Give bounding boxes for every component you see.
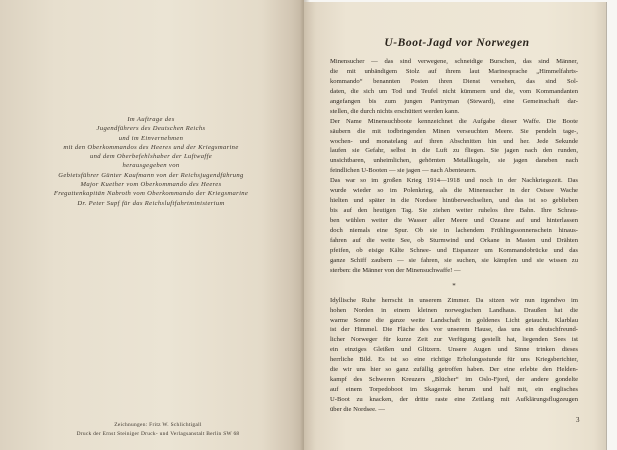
imprint-line: Gebietsführer Günter Kaufmann von der Reichsjugendführung (58, 171, 244, 179)
text-line: Minensucher — das sind verwegene, schneidige Burschen, das sind Männer, (330, 58, 578, 65)
text-line: bis auf den heutigen Tag. Sie ziehen weiter ruhelos ihre Bahn. Ihre Schrau- (330, 207, 578, 215)
imprint-line: Im Auftrage des (127, 116, 175, 123)
text-line: Das war so im großen Krieg 1914—1918 und noch in der Nachkriegszeit. Das (330, 177, 578, 185)
text-line: fahren auf die weite See, ob Sturmwind und Orkane in Masten und Drähten (330, 236, 578, 244)
left-page (0, 0, 304, 450)
text-line: ist der Himmel. Die Fläche des vor unserem Hause, das uns ein deutschfreund- (330, 326, 578, 334)
body-text (330, 57, 578, 415)
imprint-line: und im Einvernehmen (118, 134, 184, 142)
printer-credit: Druck der Ernst Steiniger Druck- und Verlagsanstalt Berlin SW 68 (76, 430, 240, 437)
imprint-block (20, 115, 282, 208)
illustrations-credit: Zeichnungen: Fritz W. Schlichtigall (114, 422, 202, 428)
chapter-title: U-Boot-Jagd vor Norwegen (384, 37, 530, 49)
text-line: die mit unbändigem Stolz auf ihrem laut Marinesprache „Himmelfahrts- (330, 67, 578, 75)
paragraph (330, 117, 578, 177)
text-line: hielten und später in die Nordsee hinüberwechselten, und das ist so geblieben (330, 197, 578, 205)
right-page (304, 2, 607, 450)
paragraph (330, 57, 578, 117)
text-line: herrliche Bild. Es ist so eine richtige Erholungsstunde für uns Kriegsberichter, (330, 356, 578, 364)
text-line: stellen, die durch nichts erschüttert werden kann. (330, 107, 460, 115)
text-line: über die Nordsee. — (330, 405, 385, 413)
page-number: 3 (576, 416, 580, 424)
text-line: ein einziges Gleißen und Glitzern. Unsere Augen und Sinne trinken dieses (330, 346, 578, 354)
paragraph (330, 296, 578, 415)
text-line: feindlichen U-Booten — sie jagen — nach Abenteuern. (330, 167, 477, 175)
text-line: kampf des Schweren Kreuzers „Blücher“ im Oslo-Fjord, der andere gondelte (330, 376, 578, 384)
text-line: die wir uns hier so ganz zufällig getroffen haben. Der eine erlebte den Helden- (330, 366, 578, 374)
text-line: doch niemals eine Spur. Ob sie in lachendem Frühlingssonnenschein hinaus- (330, 226, 578, 234)
text-line: hohen Norden in einem kleinen norwegischen Landhaus. Draußen hat die (330, 306, 578, 314)
imprint-line: Fregattenkapitän Nabroth vom Oberkommando der Kriegsmarine (53, 190, 249, 198)
text-line: säubern die mit todbringenden Minen verseuchten Meere. Sie pendeln tage-, (330, 127, 578, 135)
text-line: warme Sonne die ganze weite Landschaft in goldenes Licht getaucht. Klarblau (330, 316, 578, 324)
text-line: wochen- und monatelang auf ihren Abschnitten hin und her. Jede Sekunde (330, 137, 578, 145)
section-separator: * (452, 281, 456, 290)
text-line: laufen sie Gefahr, selbst in die Luft zu fliegen. Sie jagen nach den runden, (330, 147, 578, 155)
paragraph (330, 176, 578, 275)
imprint-line: und dem Oberbefehlshaber der Luftwaffe (89, 153, 213, 161)
text-line: wurde wieder so im Polenkrieg, als die Minensucher in der Ostsee Wache (330, 187, 578, 195)
text-line: licher Norweger für kurze Zeit zur Verfügung gestellt hat, liegenden Sees ist (330, 336, 578, 344)
text-line: Idyllische Ruhe herrscht in unserem Zimmer. Da sitzen wir nun irgendwo im (330, 296, 578, 304)
text-line: daten, die sich um Tod und Teufel nicht kümmern und die, vom Kommandanten (330, 87, 578, 95)
imprint-line: mit den Oberkommandos des Heeres und der Kriegsmarine (63, 143, 239, 151)
text-line: ben wühlen weiter die Wasser aller Meere und Ozeane auf und hinterlassen (330, 217, 578, 224)
text-line: ganze Schiff zaubern — sie fahren, sie suchen, sie kämpfen und sie wissen zu (330, 256, 578, 264)
imprint-line: Jugendführers des Deutschen Reichs (96, 125, 206, 133)
text-line: Der Name Minensuchboote kennzeichnet die Aufgabe dieser Waffe. Die Boote (330, 117, 578, 125)
imprint-line: Major Kuether vom Oberkommando des Heeres (80, 181, 222, 189)
text-line: pfeifen, ob eisige Kälte Schnee- und Eispanzer um Kommandobrücke und das (330, 246, 578, 254)
text-line: U-Boot zu knacken, der dritte raste eine Zeitlang mit Aufklärungsflugzeugen (330, 396, 578, 403)
imprint-line: herausgegeben von (122, 162, 180, 170)
text-line: auf einem Torpedoboot im Skagerrak herum und half mit, ein englisches (330, 386, 578, 394)
credits-block (40, 421, 276, 438)
text-line: unsichtbaren, unheimlichen, gehörnten Metallkugeln, sie jagen daneben nach (330, 157, 578, 165)
text-line: sterben: die Männer von der Minensuchwaffe! — (330, 266, 461, 274)
text-line: kommando“ benannten Posten ihren Dienst versehen, das sind Sol- (330, 77, 578, 85)
imprint-line: Dr. Peter Supf für das Reichsluftfahrtministerium (77, 199, 225, 207)
text-line: angefangen bis zum jungen Pantryman (Steward), eine Gemeinschaft dar- (330, 97, 578, 105)
